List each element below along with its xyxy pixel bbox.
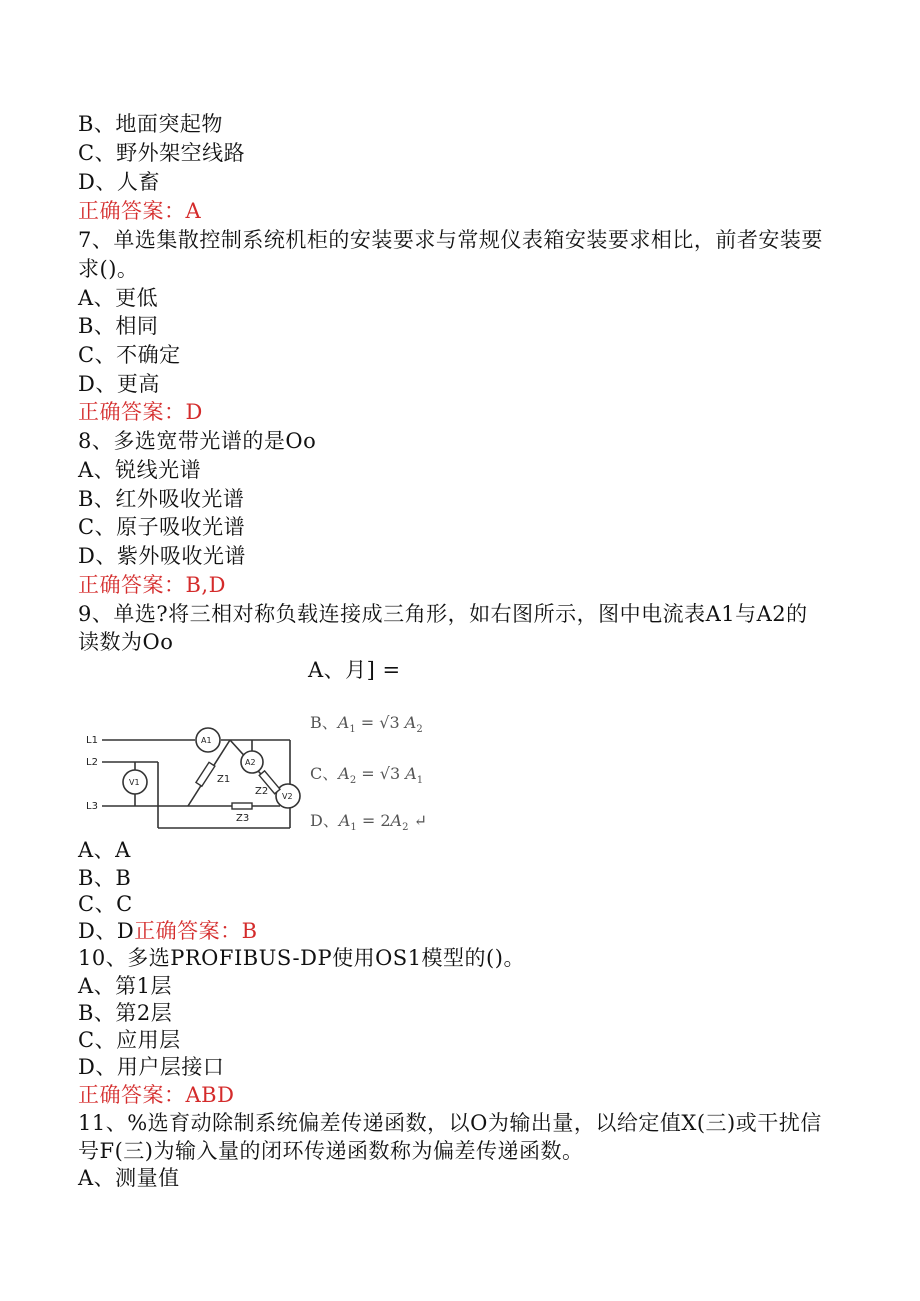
label-l2: L2	[86, 757, 98, 768]
q7-option-b: B、相同	[78, 314, 159, 338]
q10-option-a: A、第1层	[78, 974, 173, 998]
q9-figure-options	[310, 700, 450, 835]
q7-option-c: C、不确定	[78, 343, 181, 367]
label-z1: Z1	[217, 774, 231, 785]
label-v1: V1	[129, 778, 140, 787]
q8-option-d: D、紫外吸收光谱	[78, 544, 246, 568]
q7-stem-line2: 求()。	[78, 257, 139, 281]
label-a1: A1	[201, 736, 212, 745]
q10-option-d: D、用户层接口	[78, 1055, 225, 1079]
q8-option-b: B、红外吸收光谱	[78, 487, 245, 511]
q11-stem-line1: 11、%选育动除制系统偏差传递函数，以O为输出量，以给定值X(三)或干扰信	[78, 1111, 822, 1135]
q9-stem-line1: 9、单选?将三相对称负载连接成三角形，如右图所示，图中电流表A1与A2的	[78, 602, 808, 626]
label-v2: V2	[282, 792, 293, 801]
q8-answer: 正确答案：B,D	[78, 573, 226, 597]
q6-option-b: B、地面突起物	[78, 112, 223, 136]
q6-option-d: D、人畜	[78, 170, 160, 194]
q9-option-a: A、A	[78, 838, 131, 862]
q10-stem: 10、多选PROFIBUS-DP使用OS1模型的()。	[78, 946, 525, 970]
q9-option-d-line	[78, 917, 258, 945]
label-z3: Z3	[236, 813, 250, 824]
impedance-z3	[232, 803, 252, 809]
q9-fig-option-c: C、$A_2 = √3$ $A_1$	[310, 764, 424, 787]
q7-option-d: D、更高	[78, 372, 160, 396]
impedance-z1	[196, 762, 215, 786]
q8-stem: 8、多选宽带光谱的是Oo	[78, 429, 317, 453]
q6-option-c: C、野外架空线路	[78, 141, 246, 165]
q8-option-a: A、锐线光谱	[78, 458, 202, 482]
q6-answer: 正确答案：A	[78, 199, 202, 223]
q9-option-c: C、C	[78, 892, 133, 916]
q9-option-d: D、D	[78, 919, 135, 943]
q11-stem-line2: 号F(三)为输入量的闭环传递函数称为偏差传递函数。	[78, 1139, 584, 1163]
label-z2: Z2	[255, 786, 269, 797]
q7-answer: 正确答案：D	[78, 400, 203, 424]
q9-option-b: B、B	[78, 866, 132, 890]
q10-answer: 正确答案：ABD	[78, 1083, 235, 1107]
label-l3: L3	[86, 801, 98, 812]
q9-option-a-formula: A、月] =	[308, 658, 401, 682]
q9-fig-option-b: B、$A_1 = √3$ $A_2$	[310, 713, 423, 736]
q8-option-c: C、原子吸收光谱	[78, 515, 246, 539]
q10-option-c: C、应用层	[78, 1028, 181, 1052]
q11-option-a: A、测量值	[78, 1166, 180, 1190]
label-l1: L1	[86, 735, 98, 746]
q10-option-b: B、第2层	[78, 1001, 173, 1025]
q9-fig-option-d: D、$A_1 = 2A_2$ ↵	[310, 811, 427, 834]
q7-option-a: A、更低	[78, 286, 159, 310]
q9-stem-line2: 读数为Oo	[78, 630, 174, 654]
q7-stem-line1: 7、单选集散控制系统机柜的安装要求与常规仪表箱安装要求相比，前者安装要	[78, 228, 823, 252]
label-a2: A2	[245, 758, 256, 767]
q9-answer: 正确答案：B	[134, 919, 258, 943]
